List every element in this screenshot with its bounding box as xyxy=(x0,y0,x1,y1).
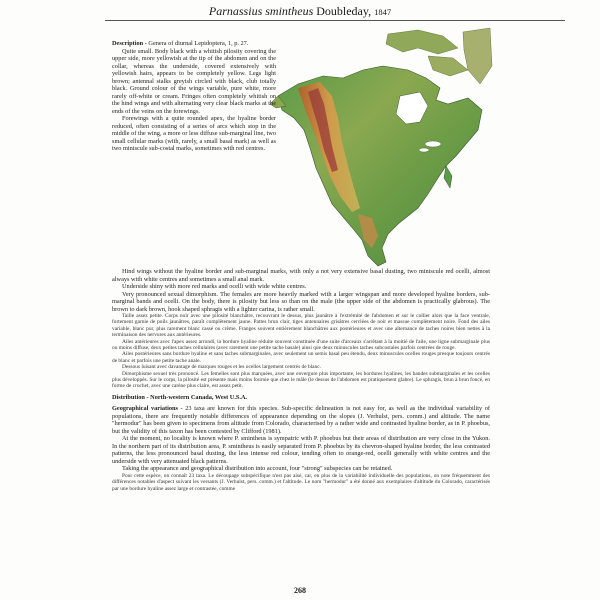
description-intro: Genera of diurnal Lepidoptera, 1, p. 27. xyxy=(148,40,249,47)
distribution-paragraph xyxy=(112,394,490,402)
description-fr1: Taille assez petite. Corps noir avec une pilosité blanchâtre, recouvrant le dessus, plus jaunâtre à l'extrémité de l'abdomen et sur le collier alors que la face ventrale, fortement garnie de poils jaunâtres, paraît complètement jaune. Pattes brun clair, tiges antennaires grisâtres cerclées de noir et massue complètement noire. Fond des ailes variable, blanc pur, plus rarement blanc cassé ou crème. Franges souvent entièrement blanchâtres aux postérieures et avec une alternance de taches noires bien nettes à la terminaison des nervures aux antérieures. xyxy=(112,313,490,339)
description-fr4: Dessous luisant avec davantage de marques rouges et les ocelles largement centrés de blanc. xyxy=(122,364,321,371)
distribution-heading: Distribution - xyxy=(112,393,149,401)
distribution-text: North-western Canada, West U.S.A. xyxy=(150,393,248,401)
geographical-paragraph xyxy=(112,405,490,435)
description-column xyxy=(112,40,276,153)
description-p2: Forewings with a quite rounded apex, the hyaline border reduced, often consisting of a series of arcs which stop in the middle of the wing, a more or less diffuse sub-marginal line, two small cellular marks (with, rarely, a small basal mark) as well as two miniscule sub-costal marks, sometimes with red centres. xyxy=(112,115,276,152)
species-name: Parnassius smintheus xyxy=(208,4,314,18)
description-fr2: Ailes antérieures avec l'apex assez arrondi, la bordure hyaline réduite souvent constituée d'une suite d'arceaux s'arrêtant à la moitié de l'aile, une ligne submarginale plus ou moins diffuse, deux petites taches cellulaires (avec rarement une petite tache basale) ainsi que deux minuscules taches subcostales parfois centrées de rouge. xyxy=(112,338,490,352)
arctic-islands-2 xyxy=(428,56,468,76)
description-fr5: Dimorphisme sexuel très prononcé. Les femelles sont plus marquées, avec une envergure plus importante, les bordures hyalines, les bandes submarginales et les ocelles plus développés. Sur le corps, la pilosité est présente mais moins fournie que chez le mâle (le dessus de l'abdomen est pratiquement glabre). Le sphragis, brun à brun foncé, en forme de crochet, avec une carène plus claire, est assez petit. xyxy=(112,370,490,390)
great-lakes-2 xyxy=(419,148,429,152)
page-header xyxy=(0,3,600,19)
great-lakes xyxy=(425,141,441,147)
header-rule xyxy=(105,20,565,21)
arctic-islands xyxy=(386,30,458,54)
geographical-heading: Geographical variations - xyxy=(112,405,183,413)
description-p1: Quite small. Body black with a whitish pilosity covering the upper side, more yellowish at the tip of the abdomen and on the collar, whereas the underside, covered extensively with yellowish hairs, appears to be completely yellow. Legs light brown; antennal stalks greyish circled with black, club totally black. Ground colour of the wings variable, pure white, more rarely off-white or cream. Fringes often completely whitish on the hind wings and with alternating very clear black marks at the ends of the veins on the forewings. xyxy=(112,47,276,115)
greenland xyxy=(463,28,492,84)
geographical-fr1: Pour cette espèce, on connaît 23 taxa. Le découpage subspécifique n'est pas aisé, car, en plus de la variabilité individuelle des populations, on note fréquemment des différences notables d'aspect suivant les versants (J. Verhulst, pers. comm.) et l'altitude. Le nom "hermodur" a été donné aux exemplaires d'altitude du Colorado, caractérisés par une bordure hyaline assez large et contrastée, comme xyxy=(112,472,490,492)
species-author: Doubleday, xyxy=(316,4,372,18)
description-fr3: Ailes postérieures sans bordure hyaline et sans taches submarginales, avec seulement un semis basal peu étendu, deux minuscules ocelles rouges presque toujours centrés de blanc et parfois une petite tache anale. xyxy=(112,351,490,364)
species-year: 1847 xyxy=(374,7,392,17)
page-number: 268 xyxy=(294,586,306,595)
description-p5: Very pronounced sexual dimorphism. The females are more heavily marked with a larger wingspan and more developed hyaline borders, sub-marginal bands and ocelli. On the body, there is pilosity but less so than on the male (the upper side of the abdomen is practically glabrous). The brown to dark brown, hook shaped sphragis with a lighter carina, is rather small. xyxy=(112,290,490,313)
description-p3: Hind wings without the hyaline border and sub-marginal marks, with only a not very extensive basal dusting, two miniscule red ocelli, almost always with white centres and sometimes a small anal mark. xyxy=(112,268,490,283)
florida xyxy=(444,166,452,188)
distribution-map xyxy=(268,26,494,270)
geographical-p2: At the moment, no locality is known where P. smintheus is sympatric with P. phoebus but their areas of distribution are very close in the Yukon. In the northern part of its distribution area, P. smintheus is easily separated from P. phoebus by its chevron-shaped hyaline border, the less contrasted patterns, the less pronounced basal dusting, the less intense red colour, tending often to orange-red, ocelli generally with white centres and the underside with very attenuated black patterns. xyxy=(112,435,490,465)
geographical-p1: 23 taxa are known for this species. Sub-specific delineation is not easy for, as well as the individual variability of populations, there are frequently notable differences of appearance depending on the slopes (J. Verhulst, pers. comm.) and altitude. The name "hermodur" has been given to specimens from altitude from Colorado, characterised by a rather wide and contrasted hyaline border, as in P. phoebus, but the validity of this taxon has been contested by Clifford (1981). xyxy=(112,405,491,435)
description-p4: Underside shiny with more red marks and ocelli with wide white centres. xyxy=(122,283,307,290)
geographical-p3: Taking the appearance and geographical distribution into account, four "strong" subspecies can be retained. xyxy=(122,465,393,473)
description-heading: Description - xyxy=(112,40,147,47)
description-continuation xyxy=(112,268,490,492)
